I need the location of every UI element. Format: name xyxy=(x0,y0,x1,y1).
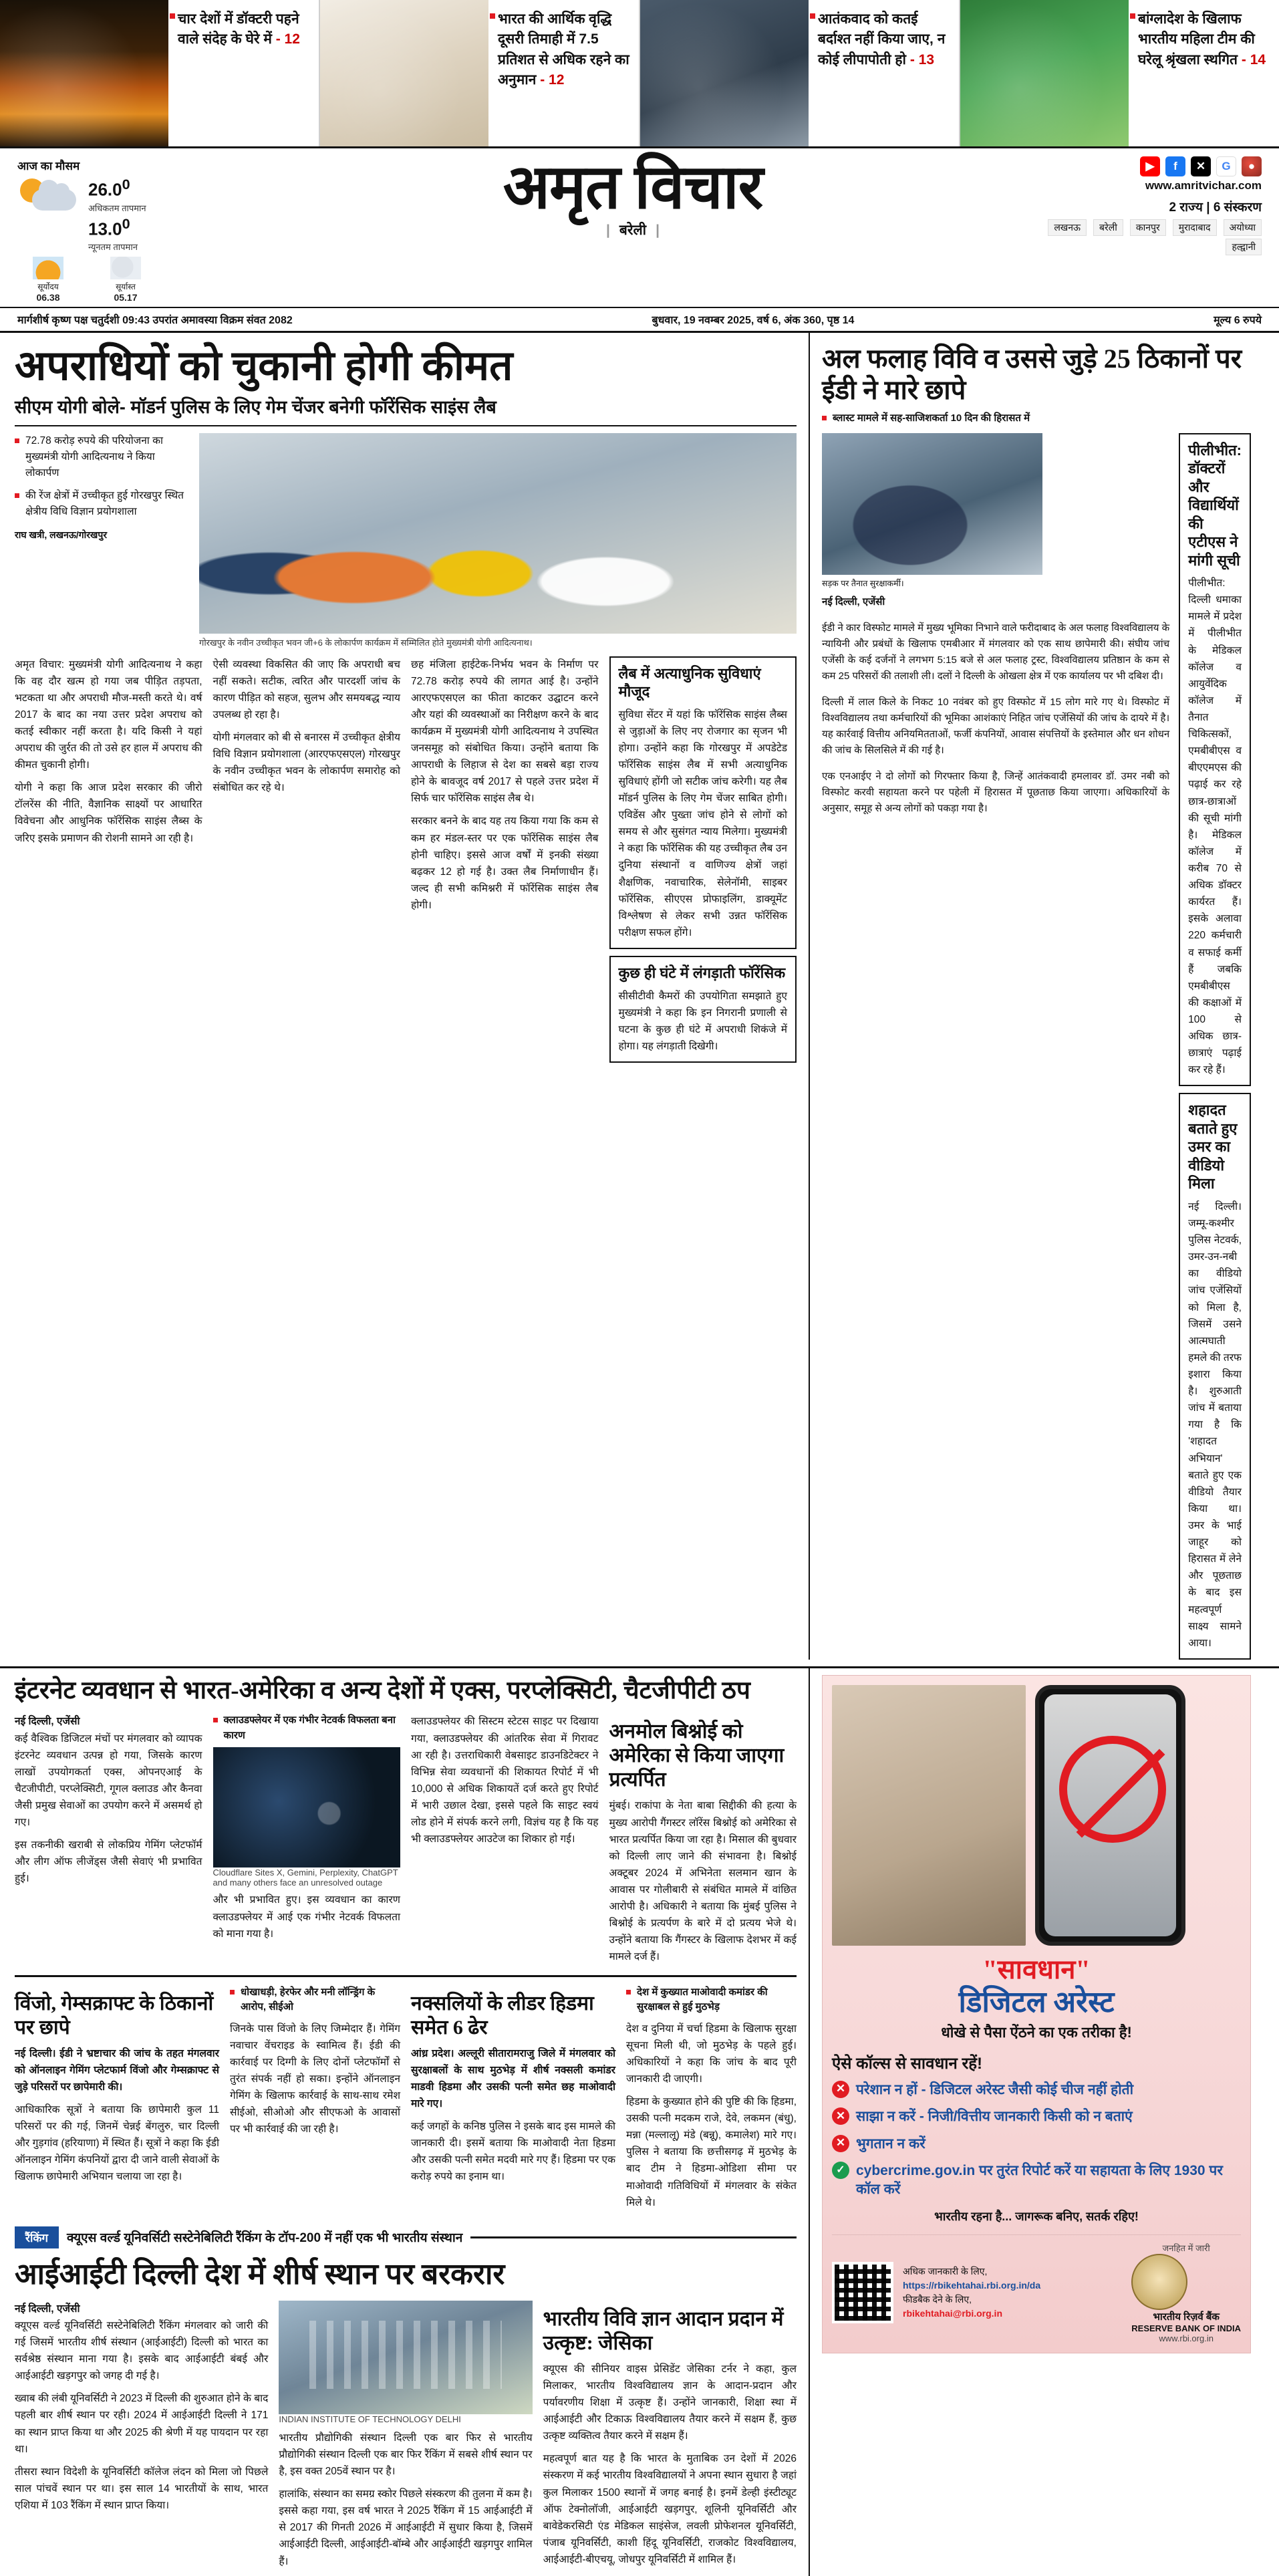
lead-para: योगी मंगलवार को बी से बनारस में उच्चीकृत क्षेत्रीय विधि विज्ञान प्रयोगशाला (आरएफएसएल) गोरखपुर के नवीन उच्चीकृत भवन के लोकार्पण समारोह को संबोधित कर रहे थे। xyxy=(212,731,400,794)
teaser-image-fire xyxy=(0,0,168,146)
teaser-image-meeting xyxy=(640,0,809,146)
facebook-icon[interactable]: f xyxy=(1165,156,1185,176)
lead-headline: अपराधियों को चुकानी होगी कीमत xyxy=(15,344,513,390)
teaser-headline: चार देशों में डॉक्टरी पहने वाले संदेह के घेरे में xyxy=(178,11,299,47)
masthead xyxy=(0,148,1279,308)
teaser-item[interactable] xyxy=(320,0,640,146)
ranking-headline: आईआईटी दिल्ली देश में शीर्ष स्थान पर बरकरार xyxy=(15,2257,505,2291)
teaser-text xyxy=(168,0,319,146)
internet-photo xyxy=(213,1747,401,1867)
teaser-text xyxy=(1129,0,1279,146)
bishnoi-headline: अनमोल बिश्नोई को अमेरिका से किया जाएगा प्रत्यर्पित xyxy=(609,1720,785,1791)
ad-woman-photo xyxy=(832,1685,1026,1946)
lead-col-1 xyxy=(15,656,202,1063)
iit-photo-caption: INDIAN INSTITUTE OF TECHNOLOGY DELHI xyxy=(279,2414,461,2424)
edition-chip[interactable]: हल्द्वानी xyxy=(1226,239,1262,255)
naxal-para: देश व दुनिया में चर्चा हिडमा के खिलाफ सुरक्षा सूचना मिली थी, जो मुठभेड़ के पहले हुई। अधिकारियों ने कहा कि जांच के बाद पूरी जानकारी दी जाएगी। xyxy=(626,2023,797,2085)
lead-bullets xyxy=(15,433,188,648)
naxal-bullet: देश में कुख्यात माओवादी कमांडर की सुरक्षाबल से हुई मुठभेड़ xyxy=(626,1985,797,2015)
ad-report-text: cybercrime.gov.in पर तुरंत रिपोर्ट करें या सहायता के लिए 1930 पर कॉल करें xyxy=(856,2162,1223,2198)
box-heading: शहादत बताते हुए उमर का वीडियो मिला xyxy=(1188,1102,1238,1192)
band2-left xyxy=(15,1668,810,2576)
ranking-byline: नई दिल्ली, एजेंसी xyxy=(15,2303,80,2315)
sidebox-heading: लैब में अत्याधुनिक सुविधाएं मौजूद xyxy=(618,664,761,700)
right-para: दिल्ली में लाल किले के निकट 10 नवंबर को हुए विस्फोट में 15 लोग मारे गए थे। विस्फोट में विश्वविद्यालय तथा कर्मचारियों की भूमिका आशंकाएं निहित जांच एजेंसियों की जांच के दायरे में है। यह कार्रवाई वित्तीय अनियमितताओं, फर्जी कंपनियों, आवास संपत्तियों के इस्तेमाल और धन शोधन की जांच के सिलसिले में की गई है। xyxy=(822,696,1170,756)
ad-list-item xyxy=(832,2081,1241,2099)
internet-byline: नई दिल्ली, एजेंसी xyxy=(15,1716,80,1728)
raid-bullet: धोखाधड़ी, हेरफेर और मनी लॉन्ड्रिंग के आरोप, सीईओ xyxy=(230,1985,400,2015)
sunrise-time: 06.38 xyxy=(36,292,60,303)
ad-list-item xyxy=(832,2107,1241,2126)
raid-para: आधिकारिक सूत्रों ने बताया कि छापेमारी कुल 11 परिसरों पर की गई, जिनमें चेन्नई बेंगलुरु, चार दिल्ली और गुड़गांव (हरियाणा) में स्थित हैं। सूत्रों ने कहा कि ईडी ऑनलाइन गेमिंग कंपनियों द्वारा दी जाने वाली सेवाओं के खिलाफ छापेमारी अभियान चलाया जा रहा है। xyxy=(15,2103,219,2183)
sunrise-block xyxy=(17,257,79,303)
ad-email-label: फीडबैक देने के लिए, xyxy=(903,2293,972,2305)
edition-chip[interactable]: कानपुर xyxy=(1130,219,1166,236)
ad-item-text: भुगतान न करें xyxy=(856,2136,926,2152)
right-para: ईडी ने कार विस्फोट मामले में मुख्य भूमिका निभाने वाले फरीदाबाद के अल फलाह विश्वविद्यालय के न्यायिनी और प्रबंधों के खिलाफ एमबीआर में मंगलवार को एक साथ छापेमारी की। संघीय जांच एजेंसी के कई दर्जनों ने लगभग 5:15 बजे से अल फलाह ट्रस्ट, विश्वविद्यालय प्रतिष्ठान के कम से कम 25 परिसरों की तलाशी ली। दलों ने दिल्ली के ओखला क्षेत्र में एक कार्यालय पर भी दबिश दी। xyxy=(822,622,1170,682)
sunset-label: सूर्यास्त xyxy=(116,282,136,292)
rbi-advertisement xyxy=(822,1675,1251,2353)
iit-photo xyxy=(279,2301,532,2414)
lead-para: ऐसी व्यवस्था विकसित की जाए कि अपराधी बच नहीं सकते। सटीक, त्वरित और पारदर्शी जांच के कारण पीड़ित को सहज, सुलभ और समयबद्ध न्याय उपलब्ध हो रहा है। xyxy=(212,658,400,721)
naxal-para: कई जगहों के कनिष्ठ पुलिस ने इसके बाद इस मामले की जानकारी दी। इसमें बताया कि माओवादी नेता हिडमा और उसकी पत्नी समेत मदवी मारे गए हैं। हिडमा पर एक करोड़ रुपये का इनाम था। xyxy=(411,2121,615,2183)
price: मूल्य 6 रुपये xyxy=(1214,315,1262,327)
google-news-icon[interactable]: G xyxy=(1216,156,1236,176)
lead-photo-caption: गोरखपुर के नवीन उच्चीकृत भवन जी+6 के लोकार्पण कार्यक्रम में सम्मिलित होते मुख्यमंत्री योगी आदित्यनाथ। xyxy=(199,637,533,648)
max-temp-value xyxy=(88,176,146,201)
right-box-1 xyxy=(1179,433,1251,1087)
teaser-page-ref: - 13 xyxy=(909,51,934,68)
min-temp-unit: 0 xyxy=(122,215,130,232)
website-url[interactable]: www.amritvichar.com xyxy=(1145,179,1262,192)
prohibited-icon xyxy=(1059,1736,1166,1843)
right-bullet: ब्लास्ट मामले में सह-साजिशकर्ता 10 दिन की हिरासत में xyxy=(822,411,1251,426)
right-photo xyxy=(822,433,1042,575)
ad-list-item xyxy=(832,2135,1241,2154)
teaser-page-ref: - 12 xyxy=(540,72,565,88)
edition-chip[interactable]: बरेली xyxy=(1093,219,1123,236)
raid-extra xyxy=(230,1985,400,2217)
right-box-2 xyxy=(1179,1093,1251,1659)
teaser-image-coins xyxy=(320,0,488,146)
sunrise-icon xyxy=(33,257,63,279)
ranking-col-1 xyxy=(15,2301,268,2576)
internet-para: कई वैश्विक डिजिटल मंचों पर मंगलवार को व्यापक इंटरनेट व्यवधान उत्पन्न हो गया, जिसके कारण लाखों उपयोगकर्ता एक्स, ओपनएआई के चैटजीपीटी, परप्लेक्सिटी, गूगल क्लाउड और कैनवा जैसी प्रमुख सेवाओं का उपयोग करने में असमर्थ हो गए। xyxy=(15,1732,202,1829)
ad-title: डिजिटल अरेस्ट xyxy=(958,1985,1115,2019)
social-links xyxy=(1041,156,1262,176)
ad-footer-note: जनहित में जारी xyxy=(1162,2242,1210,2253)
internet-photo-caption: Cloudflare Sites X, Gemini, Perplexity, ChatGPT and many others face an unresolved outage xyxy=(212,1867,398,1888)
rbi-seal-icon xyxy=(1131,2254,1187,2310)
lead-bullet: की रेंज क्षेत्रों में उच्चीकृत हुई गोरखपुर स्थित क्षेत्रीय विधि विज्ञान प्रयोगशाला xyxy=(15,488,188,520)
ranking-strip xyxy=(15,2226,797,2248)
bishnoi-body: मुंबई। राकांपा के नेता बाबा सिद्दीकी की हत्या के मुख्य आरोपी गैंगस्टर लॉरेंस बिश्नोई को अमेरिका से भारत प्रत्यर्पित किया जा रहा है। मिसाल की बुधवार को दिल्ली लाए जाने की संभावना है। बिश्नोई अक्टूबर 2024 में अभिनेता सलमान खान के आवास पर गोलीबारी से संबंधित मामले में वांछित आरोपी है। अधिकारी ने बताया कि मुंबई पुलिस ने बिश्नोई के प्रत्यर्पण के बारे में दो प्रत्यय भेजे थे। उन्होंने बताया कि गैंगस्टर के खिलाफ देशभर में कई मामले दर्ज हैं। xyxy=(609,1800,797,1963)
box-heading: पीलीभीत: डॉक्टरों और विद्यार्थियों की एटीएस ने मांगी सूची xyxy=(1188,441,1242,569)
internet-para: और भी प्रभावित हुए। इस व्यवधान का कारण क्लाउडफ्लेयर में आई एक गंभीर नेटवर्क विफलता को माना गया है। xyxy=(212,1894,400,1940)
teaser-item[interactable] xyxy=(0,0,320,146)
sidebox-heading: कुछ ही घंटे में लंगड़ाती फॉरेंसिक xyxy=(618,964,786,982)
ad-info-url[interactable]: https://rbikehtahai.rbi.org.in/da xyxy=(903,2279,1041,2291)
lead-col-3 xyxy=(411,656,599,1063)
lead-para: योगी ने कहा कि आज प्रदेश सरकार की जीरो टॉलरेंस की नीति, वैज्ञानिक साक्ष्यों पर आधारित विवेचना और आधुनिक फॉरेंसिक साइंस लैब्स के जरिए इसके प्रमाणन की रोशनी सामने आ रही है। xyxy=(15,782,202,844)
youtube-icon[interactable]: ▶ xyxy=(1140,156,1160,176)
raid-byline: नई दिल्ली। ईडी ने भ्रष्टाचार की जांच के तहत मंगलवार को ऑनलाइन गेमिंग प्लेटफार्म विंजो और गेम्सक्राफ्ट से जुड़े परिसरों पर छापेमारी की। xyxy=(15,2047,219,2093)
lead-para: अमृत विचार: मुख्यमंत्री योगी आदित्यनाथ ने कहा कि वह दौर खत्म हो गया जब पीड़ित तड़पता, भटकता था और अपराधी मौज-मस्ती करते थे। वर्ष 2017 के बाद का नया उत्तर प्रदेश अपराध को कतई स्वीकार नहीं करता है। यदि किसी ने यहां अपराध की जुर्रत की तो उसे हर हाल में अपराध की कीमत चुकानी होगी। xyxy=(15,658,202,771)
naxal-extra xyxy=(626,1985,797,2217)
teaser-headline: बांग्लादेश के खिलाफ भारतीय महिला टीम की घरेलू श्रृंखला स्थगित xyxy=(1138,11,1255,68)
ad-warning-list xyxy=(832,2052,1241,2200)
lead-subhead: सीएम योगी बोले- मॉडर्न पुलिस के लिए गेम चेंजर बनेगी फॉरेंसिक साइंस लैब xyxy=(15,394,797,426)
band2-right xyxy=(810,1668,1251,2576)
weather-icon xyxy=(17,174,82,221)
teaser-page-ref: - 12 xyxy=(275,31,300,47)
ad-email[interactable]: rbikehtahai@rbi.org.in xyxy=(903,2307,1003,2319)
ranking-col-3 xyxy=(543,2301,797,2576)
ad-report-item xyxy=(832,2162,1241,2200)
main-content xyxy=(0,333,1279,1660)
ad-footer xyxy=(832,2234,1241,2343)
sidebox-body: सीसीटीवी कैमरों की उपयोगिता समझाते हुए मुख्यमंत्री ने कहा कि इन निगरानी प्रणाली से घटना के कुछ ही घंटे में अपराधी शिकंजे में होगा। यह लंगड़ाती दिखेगी। xyxy=(618,990,787,1052)
ranking-para: महत्वपूर्ण बात यह है कि भारत के मुताबिक उन देशों में 2026 संस्करण में कई भारतीय विश्वविद्यालयों ने अपना स्थान सुधारा है जहां कुल मिलाकर 1500 स्थानों में जगह बनाई है। इनमें डेल्ही इंस्टीट्यूट ऑफ टेक्नोलॉजी, आईआईटी खड़गपुर, शूलिनी यूनिवर्सिटी और बावेडेकरसिटी एंड मेडिकल साइंसेज, लवली प्रोफेशनल यूनिवर्सिटी, पंजाब यूनिवर्सिटी, काशी हिंदू यूनिवर्सिटी, राजकोट विश्वविद्यालय, आईआईटी-बीएचयू, जोधपुर यूनिवर्सिटी में शामिल हैं। xyxy=(543,2453,797,2565)
ranking-subhead: भारतीय विवि ज्ञान आदान प्रदान में उत्कृष्ट: जेसिका xyxy=(543,2307,784,2354)
lead-col-2 xyxy=(213,656,401,1063)
teaser-text xyxy=(809,0,959,146)
sunset-block xyxy=(95,257,156,303)
internet-bullet: क्लाउडफ्लेयर में एक गंभीर नेटवर्क विफलता बना कारण xyxy=(213,1713,401,1743)
right-column xyxy=(810,333,1251,1660)
ad-phone-mockup xyxy=(1035,1685,1185,1946)
brand-block xyxy=(225,155,1041,303)
min-temp-label: न्यूनतम तापमान xyxy=(88,242,138,253)
naxal-para: हिडमा के कुख्यात होने की पुष्टि की कि हिडमा, उसकी पत्नी मदकम राजे, देवे, लकमन (बंधु), मन्ना (मल्लालू) मंडे (बन्नू), कमालेश) मारे गए। पुलिस ने बताया कि छत्तीसगढ़ में मुठभेड़ के बाद टीम ने हिडमा-ओडिशा सीमा पर माओवादी गतिविधियों में मंगलवार के संकेत मिले थे। xyxy=(626,2096,797,2208)
bishnoi-col xyxy=(609,1713,797,1965)
edition-city: बरेली xyxy=(619,222,647,238)
ranking-para: क्यूएस की सीनियर वाइस प्रेसिडेंट जेसिका टर्नर ने कहा, कुल मिलाकर, भारतीय विश्वविद्यालय ज्ञान के आदान-प्रदान और पर्यावरणीय शिक्षा में उत्कृष्ट हैं। उन्होंने जानकारी, शिक्षा स्था में आईआईटी और टिकाऊ विश्वविद्यालय तैयार करने में सक्षम हैं, कुछ उत्कृष्ट व्यक्तित्व तैयार करने में सक्षम हैं। xyxy=(543,2363,797,2442)
cross-icon: ✕ xyxy=(832,2135,849,2152)
teaser-headline: भारत की आर्थिक वृद्धि दूसरी तिमाही में 7.5 प्रतिशत से अधिक रहने का अनुमान xyxy=(498,11,629,88)
weather-widget xyxy=(17,155,225,303)
raid-para: जिनके पास विंजो के लिए जिम्मेदार हैं। गेमिंग नवाचार वेंचराइड के स्वामित्व हैं। ईडी की कार्रवाई पर दिग्गी के लिए दोनों प्लेटफॉर्मों से तुरंत संपर्क नहीं हो सका। इन्होंने ऑनलाइन गेमिंग के खिलाफ कार्रवाई के साथ-साथ रमेश सीईओ, सीओओ और सीएफओ के आवासों पर भी कार्रवाई की जा रही है। xyxy=(230,2023,400,2136)
cross-icon: ✕ xyxy=(832,2107,849,2125)
ad-list-title: ऐसे कॉल्स से सावधान रहें! xyxy=(832,2054,983,2073)
weather-title: आज का मौसम xyxy=(17,160,80,172)
lead-bullet: 72.78 करोड़ रुपये की परियोजना का मुख्यमंत्री योगी आदित्यनाथ ने किया लोकार्पण xyxy=(15,433,188,481)
min-temp-value xyxy=(88,215,146,240)
edition-name: | बरेली | xyxy=(605,222,660,238)
lead-para: सरकार बनने के बाद यह तय किया गया कि कम से कम हर मंडल-स्तर पर एक फॉरेंसिक साइंस लैब होनी चाहिए। इससे आज वर्षों में इनकी संख्या बढ़कर 12 हो गई है। उक्त लैब निर्माणाधीन हैं। जल्द ही सभी कमिश्नरी में फॉरेंसिक साइंस लैब होगी। xyxy=(411,815,599,912)
ranking-para: भारतीय प्रौद्योगिकी संस्थान दिल्ली एक बार फिर से भारतीय प्रौद्योगिकी संस्थान दिल्ली एक बार फिर रैंकिंग में सबसे शीर्ष स्थान पर है, इस वक्त 205वें स्थान पर है। xyxy=(279,2432,533,2477)
internet-col-1 xyxy=(15,1713,202,1965)
sunrise-label: सूर्योदय xyxy=(37,282,59,292)
bank-url[interactable]: www.rbi.org.in xyxy=(1159,2333,1214,2343)
gregorian-date: बुधवार, 19 नवम्बर 2025, वर्ष 6, अंक 360, पृष्ठ 14 xyxy=(652,315,855,327)
internet-para: क्लाउडफ्लेयर की सिस्टम स्टेटस साइट पर दिखाया गया, क्लाउडफ्लेयर की आंतरिक सेवा में गिरावट आ रही है। उत्तराधिकारी वेबसाइट डाउनडिटेक्टर ने विभिन्न सेवा व्यवधानों की शिकायत रिपोर्ट में भी 10,000 से अधिक शिकायतें दर्ज करते हुए रिपोर्ट में भारी उछाल देखा, इससे पहले कि साइट स्वयं लोड होने में संपर्क करने लगी, विज्ञंच यह है कि यह भी क्लाउडफ्लेयर आउटेज का शिकार हो गई। xyxy=(411,1716,599,1845)
edition-chip[interactable]: मुरादाबाद xyxy=(1173,219,1217,236)
hindu-date: मार्गशीर्ष कृष्ण पक्ष चतुर्दशी 09:43 उपरांत अमावस्या विक्रम संवत 2082 xyxy=(17,315,293,327)
lead-para: छह मंजिला हाईटेक-निर्भय भवन के निर्माण पर 72.78 करोड़ रुपये की लागत आई है। उन्होंने आरएफएसएल का फीता काटकर उद्घाटन करने और यहां की व्यवस्थाओं का निरीक्षण करने के बाद कार्यक्रम में मुख्यमंत्री योगी आदित्यनाथ ने उपस्थित जनसमूह को संबोधित किया। उन्होंने बताया कि आपराधी के लिहाज से देश का सबसे बड़ा राज्य होने के बावजूद वर्ष 2017 से पहले उत्तर प्रदेश में सिर्फ चार फॉरेंसिक साइंस लैब थे। xyxy=(411,658,599,805)
edition-chip[interactable]: लखनऊ xyxy=(1048,219,1087,236)
lead-sideboxes xyxy=(609,656,797,1063)
max-temp-number: 26.0 xyxy=(88,179,122,200)
app-icon[interactable]: ● xyxy=(1242,156,1262,176)
ranking-para: क्यूएस वर्ल्ड यूनिवर्सिटी सस्टेनेबिलिटी रैंकिंग मंगलवार को जारी की गई जिसमें भारतीय शीर्ष संस्थान (आईआईटी) दिल्ली को भारत का सर्वश्रेष्ठ संस्थान माना गया है। इसके बाद आईआईटी बंबई और आईआईटी खड़गपुर को जगह दी गई है। xyxy=(15,2319,269,2382)
check-icon: ✓ xyxy=(832,2162,849,2179)
max-temp-unit: 0 xyxy=(122,176,130,192)
teaser-image-cricket xyxy=(960,0,1129,146)
teaser-strip xyxy=(0,0,1279,148)
second-band xyxy=(0,1666,1279,2576)
x-twitter-icon[interactable]: ✕ xyxy=(1191,156,1211,176)
internet-para: इस तकनीकी खराबी से लोकप्रिय गेमिंग प्लेटफॉर्म और लीग ऑफ लीजेंड्स जैसी सेवाएं भी प्रभावित हुई। xyxy=(15,1839,202,1885)
cross-icon: ✕ xyxy=(832,2081,849,2098)
masthead-right xyxy=(1041,155,1262,303)
max-temp-label: अधिकतम तापमान xyxy=(88,203,146,213)
editions-list xyxy=(1041,219,1262,255)
ad-subtitle: धोखे से पैसा ऐंठने का एक तरीका है! xyxy=(941,2024,1132,2041)
band2-lower xyxy=(15,1985,797,2217)
bank-name-hindi: भारतीय रिज़र्व बैंक xyxy=(1153,2311,1220,2323)
right-photo-caption: सड़क पर तैनात सुरक्षाकर्मी। xyxy=(822,578,904,588)
teaser-text xyxy=(488,0,639,146)
naxal-byline: आंध्र प्रदेश। अल्लूरी सीतारामराजु जिले में मंगलवार को सुरक्षाबलों के साथ मुठभेड़ में शीर्ष नक्सली कमांडर माडवी हिडमा और उसकी पत्नी समेत छह माओवादी मारे गए। xyxy=(411,2047,615,2109)
teaser-item[interactable] xyxy=(640,0,960,146)
qr-code[interactable] xyxy=(832,2262,893,2323)
ad-banner-text: "सावधान" xyxy=(982,1954,1091,1984)
sunset-time: 05.17 xyxy=(114,292,138,303)
ranking-para: तीसरा स्थान विदेशी के यूनिवर्सिटी कॉलेज लंदन को मिला जो पिछले साल पांचवें स्थान पर था। इस साल 14 भारतीयों के साथ, भारत एशिया में 103 रैंकिंग में स्थान प्राप्त किया। xyxy=(15,2466,269,2511)
naxal-headline: नक्सलियों के लीडर हिडमा समेत 6 ढेर xyxy=(411,1992,594,2039)
teaser-page-ref: - 14 xyxy=(1241,51,1266,68)
raid-story xyxy=(15,1985,219,2217)
edition-chip[interactable]: अयोध्या xyxy=(1224,219,1262,236)
lead-sidebox-2 xyxy=(609,956,797,1063)
ad-mascot-text: भारतीय रहना है... जागरूक बनिए, सतर्क रहिए! xyxy=(934,2209,1139,2223)
dateline-bar xyxy=(0,308,1279,333)
raid-headline: विंजो, गेम्सक्राफ्ट के ठिकानों पर छापे xyxy=(15,1992,214,2039)
internet-col-2 xyxy=(213,1713,401,1965)
lead-photo xyxy=(199,433,797,634)
sidebox-body: सुविधा सेंटर में यहां कि फॉरेंसिक साइंस लैब्स से जुड़ाओं के लिए नए रोजगार का सृजन भी होगा। उन्होंने कहा कि गोरखपुर में अपडेटेड फॉरेंसिक साइंस लैब में सभी अत्याधुनिक सुविधाएं होंगी जो सटीक जांच करेगी। यह लैब मॉडर्न पुलिस के लिए गेम चेंजर साबित होगी। एविडेंस और पुख्ता जांच होने से लोगों को समय से और सुसंगत न्याय मिलेगा। मुख्यमंत्री ने कहा कि फॉरेंसिक की यह उच्चीकृत लैब उन दुनिया संस्थानों व वाणिज्य क्षेत्रों जहां शैक्षणिक, नवाचारिक, सेलेनॉमी, साइबर फॉरेंसिक, सीएएस प्रोफाइलिंग, डाक्यूमेंट विश्लेषण से लेकर सभी उन्नत फॉरेंसिक परीक्षण सफल होंगे। xyxy=(618,709,787,938)
ranking-col-2 xyxy=(279,2301,532,2576)
right-boxes xyxy=(1179,433,1251,1660)
lead-sidebox-1 xyxy=(609,656,797,950)
box-body: नई दिल्ली। जम्मू-कश्मीर पुलिस नेटवर्क, उमर-उन-नबी का वीडियो जांच एजेंसियों को मिला है, जिसमें उसने आत्मघाती हमले की तरफ इशारा किया है। शुरुआती जांच में बताया गया है कि 'शहादत अभियान' बताते हुए एक वीडियो तैयार किया था। उमर के भाई जाहूर को हिरासत में लेने और पूछताछ के बाद इस महत्वपूर्ण साक्ष्य सामने आया। xyxy=(1188,1200,1242,1649)
ad-info-label: अधिक जानकारी के लिए, xyxy=(903,2265,988,2277)
newspaper-title: अमृत विचार xyxy=(503,153,763,221)
editions-title: 2 राज्य | 6 संस्करण xyxy=(1169,201,1262,215)
ad-item-text: साझा न करें - निजी/वित्तीय जानकारी किसी को न बताएं xyxy=(856,2109,1133,2125)
right-byline: नई दिल्ली, एजेंसी xyxy=(822,596,885,608)
ranking-strip-text: क्यूएस वर्ल्ड यूनिवर्सिटी सस्टेनेबिलिटी रैंकिंग के टॉप-200 में नहीं एक भी भारतीय संस्थान xyxy=(66,2231,463,2246)
right-para: एक एनआईए ने दो लोगों को गिरफ्तार किया है, जिन्हें आतंकवादी हमलावर डॉ. उमर नबी को विस्फोट करवी सहायता करने पर पहेली में हिरासत में पूछताछ किया जाएगा। अधिकारियों के अनुसार, समूह से अन्य लोगों को पकड़ा गया है। xyxy=(822,770,1170,814)
ranking-para: हालांकि, संस्थान का समग्र स्कोर पिछले संस्करण की तुलना में कम है। इससे कहा गया, इस वर्ष भारत ने 2025 रैंकिंग में 15 आईआईटी में से 2017 की गिनती 2026 में आईआईटी में सुधार किया है, जिसमें आईआईटी दिल्ली, आईआईटी-बॉम्बे और आईआईटी खड़गपुर शामिल हैं। xyxy=(279,2488,533,2567)
ranking-tag: रैंकिंग xyxy=(15,2226,59,2248)
naxal-story xyxy=(411,1985,615,2217)
sunset-icon xyxy=(110,257,141,279)
box-body: पीलीभीत: दिल्ली धमाका मामले में प्रदेश में पीलीभीत के मेडिकल कॉलेज व आयुर्वेदिक कॉलेज में तैनात चिकित्सकों, एमबीबीएस व बीएएमएस की पढ़ाई कर रहे छात्र-छात्राओं की सूची मांगी है। मेडिकल कॉलेज में करीब 70 से अधिक डॉक्टर कार्यरत हैं। इसके अलावा 220 कर्मचारी व सफाई कर्मी हैं जबकि एमबीबीएस की कक्षाओं में 100 से अधिक छात्र-छात्राएं पढ़ाई कर रहे हैं। xyxy=(1188,577,1242,1076)
teaser-headline: आतंकवाद को कतई बर्दाश्त नहीं किया जाए, न कोई लीपापोती हो xyxy=(818,11,946,68)
lead-body-columns xyxy=(15,656,797,1063)
left-column xyxy=(15,333,810,1660)
ranking-para: ख्वाब की लंबी यूनिवर्सिटी ने 2023 में दिल्ली की शुरुआत होने के बाद पहली बार शीर्ष स्थान पर रही। 2024 में आईआईटी दिल्ली ने 171 का स्थान प्राप्त किया था और 2025 की श्रेणी में यह पायदान पर रहा था। xyxy=(15,2393,269,2455)
bank-name-english: RESERVE BANK OF INDIA xyxy=(1131,2323,1241,2333)
internet-col-3 xyxy=(411,1713,599,1965)
ad-item-text: परेशान न हों - डिजिटल अरेस्ट जैसी कोई चीज नहीं होती xyxy=(856,2081,1134,2097)
right-headline: अल फलाह विवि व उससे जुड़े 25 ठिकानों पर ईडी ने मारे छापे xyxy=(822,344,1242,405)
min-temp-number: 13.0 xyxy=(88,219,122,239)
internet-headline: इंटरनेट व्यवधान से भारत-अमेरिका व अन्य देशों में एक्स, परप्लेक्सिटी, चैटजीपीटी ठप xyxy=(15,1676,750,1704)
lead-byline: राघ खत्री, लखनऊ/गोरखपुर xyxy=(15,529,108,540)
teaser-item[interactable] xyxy=(960,0,1279,146)
